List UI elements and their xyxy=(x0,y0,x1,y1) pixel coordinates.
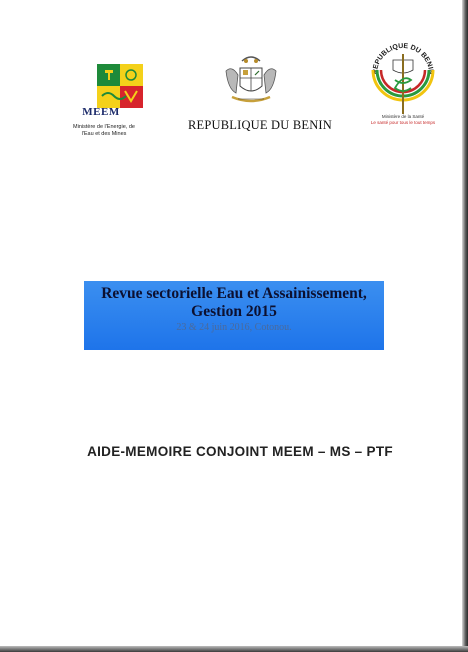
meem-shield-icon xyxy=(97,64,143,110)
title-line1: Revue sectorielle Eau et Assainissement, xyxy=(101,285,367,302)
meem-logo xyxy=(64,64,150,137)
seal-caption-line2: Le santé pour tous le tout temps xyxy=(370,120,436,125)
meem-caption-line1: Ministère de l'Energie, de xyxy=(73,124,135,130)
title-line2: Gestion 2015 xyxy=(191,303,277,320)
seal-caption xyxy=(360,114,446,126)
republic-label: REPUBLIQUE DU BENIN xyxy=(187,118,333,132)
meem-caption-line2: l'Eau et des Mines xyxy=(81,131,127,137)
meem-caption xyxy=(58,124,150,138)
seal-caption-line1: Ministère de la Santé xyxy=(381,114,425,119)
page-edge-right xyxy=(462,0,468,652)
seal-arc-text: REPUBLIQUE DU BENIN xyxy=(371,42,435,75)
page-edge-bottom xyxy=(0,646,468,652)
meem-wordmark: MEEM xyxy=(82,106,120,118)
title-date-line: 23 & 24 juin 2016, Cotonou. xyxy=(176,322,292,333)
title-box xyxy=(84,281,384,350)
benin-coat-of-arms-icon xyxy=(222,55,280,107)
aide-memoire-heading: AIDE-MEMOIRE CONJOINT MEEM – MS – PTF xyxy=(87,444,393,459)
